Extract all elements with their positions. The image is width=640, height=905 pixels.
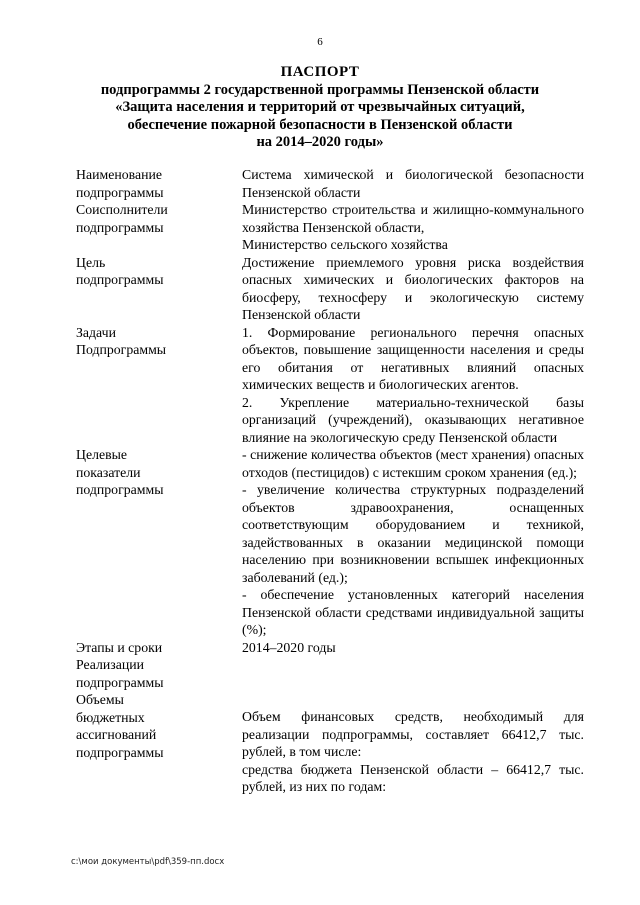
document-title bbox=[60, 64, 580, 152]
passport-table bbox=[76, 166, 584, 796]
passport-row-goal bbox=[76, 254, 584, 324]
row-label: Цель подпрограммы bbox=[76, 254, 164, 287]
title-heading: ПАСПОРТ bbox=[280, 64, 360, 80]
passport-row-budget bbox=[76, 691, 584, 796]
row-value: Министерство строительства и жилищно-коммунального хозяйства Пензенской области, Министерство сельского хозяйства bbox=[242, 202, 584, 252]
row-label: Соисполнители подпрограммы bbox=[76, 202, 168, 235]
passport-row-name bbox=[76, 166, 584, 201]
title-line-1: подпрограммы 2 государственной программы Пензенской области bbox=[100, 81, 540, 98]
passport-row-tasks bbox=[76, 324, 584, 447]
page-number: 6 bbox=[317, 36, 323, 48]
passport-row-coexecutors bbox=[76, 201, 584, 254]
row-value: 2014–2020 годы bbox=[242, 639, 336, 655]
row-value: Система химической и биологической безопасности Пензенской области bbox=[242, 167, 584, 200]
title-line-4: на 2014–2020 годы» bbox=[256, 134, 384, 150]
title-line-2: «Защита населения и территорий от чрезвычайных ситуаций, bbox=[115, 99, 525, 115]
row-label: Задачи Подпрограммы bbox=[76, 324, 167, 357]
row-value: 1. Формирование регионального перечня опасных объектов, повышение защищенности населения и среды его обитания от негативных влияний опасных химических веществ и биологических агентов. 2. Укрепление материально-технической базы организаций (учреждений), оказывающих негативное влияние на экологическую среду Пензенской области bbox=[242, 324, 584, 445]
row-value: Достижение приемлемого уровня риска воздействия опасных химических и биологических факторов на биосферу, техносферу и экологическую систему Пензенской области bbox=[242, 254, 584, 322]
footer-file-path: c:\мои документы\pdf\359-пп.docx bbox=[71, 857, 225, 867]
row-label: Этапы и сроки Реализации подпрограммы bbox=[76, 639, 164, 690]
passport-row-stages bbox=[76, 639, 584, 692]
title-line-3: обеспечение пожарной безопасности в Пензенской области bbox=[127, 116, 513, 133]
row-label: Наименование подпрограммы bbox=[76, 167, 164, 200]
passport-row-indicators bbox=[76, 446, 584, 639]
row-value: - снижение количества объектов (мест хранения) опасных отходов (пестицидов) с истекшим сроком хранения (ед.); - увеличение количества структурных подразделений объектов здравоохранения, оснащенных соответствующим оборудованием и техникой, задействованных в оказании медицинской помощи населению при возникновении вспышек инфекционных заболеваний (ед.); - обеспечение установленных категорий населения Пензенской области средствами индивидуальной защиты (%); bbox=[242, 447, 584, 637]
row-label: Объемы бюджетных ассигнований подпрограммы bbox=[76, 692, 164, 760]
row-value: Объем финансовых средств, необходимый для реализации подпрограммы, составляет 66412,7 тыс. рублей, в том числе: средства бюджета Пензенской области – 66412,7 тыс. рублей, из них по годам: bbox=[242, 709, 584, 794]
row-label: Целевые показатели подпрограммы bbox=[76, 447, 164, 497]
